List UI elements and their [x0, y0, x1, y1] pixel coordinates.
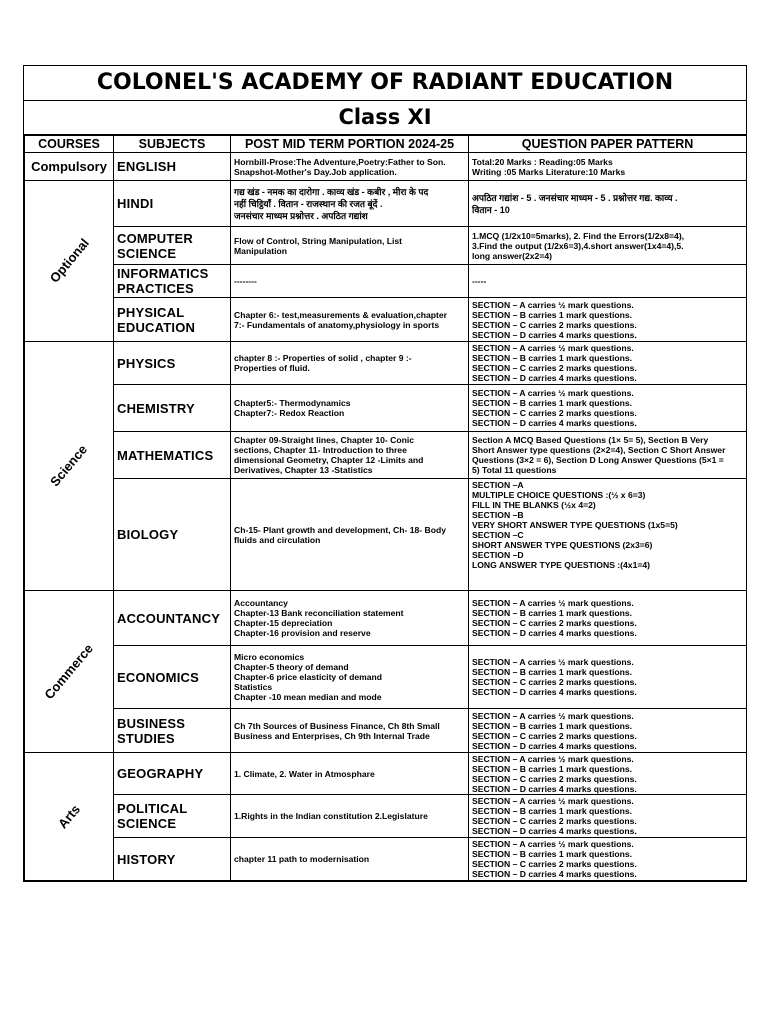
table-row: [25, 709, 747, 753]
syllabus-sheet: [23, 65, 747, 882]
pattern-mathematics: Section A MCQ Based Questions (1× 5= 5), Section B Very Short Answer type questions (2×2=4), Section C Short Answer Questions (3×2 = 6), Section D Long Answer Questions (5×1 = 5) Total 11 questions: [469, 432, 747, 479]
course-arts: Arts: [25, 753, 114, 881]
table-row: [25, 591, 747, 646]
pattern-economics: SECTION – A carries ½ mark questions. SECTION – B carries 1 mark questions. SECTION – C carries 2 marks questions. SECTION – D carries 4 marks questions.: [469, 646, 747, 709]
subject-informatics-practices: INFORMATICS PRACTICES: [114, 265, 231, 298]
pattern-political-science: SECTION – A carries ½ mark questions. SECTION – B carries 1 mark questions. SECTION – C carries 2 marks questions. SECTION – D carries 4 marks questions.: [469, 795, 747, 838]
portion-economics: Micro economics Chapter-5 theory of demand Chapter-6 price elasticity of demand Statistics Chapter -10 mean median and mode: [231, 646, 469, 709]
portion-physical-education: Chapter 6:- test,measurements & evaluation,chapter 7:- Fundamentals of anatomy,physiology in sports: [231, 298, 469, 342]
course-compulsory: Compulsory: [25, 153, 114, 181]
pattern-history: SECTION – A carries ½ mark questions. SECTION – B carries 1 mark questions. SECTION – C carries 2 marks questions. SECTION – D carries 4 marks questions.: [469, 838, 747, 881]
subject-mathematics: MATHEMATICS: [114, 432, 231, 479]
portion-business-studies: Ch 7th Sources of Business Finance, Ch 8th Small Business and Enterprises, Ch 9th Internal Trade: [231, 709, 469, 753]
portion-english: Hornbill-Prose:The Adventure,Poetry:Father to Son. Snapshot-Mother's Day.Job application.: [231, 153, 469, 181]
table-header-row: [25, 136, 747, 153]
table-row: [25, 479, 747, 591]
column-header-portion: POST MID TERM PORTION 2024-25: [231, 136, 469, 153]
subject-accountancy: ACCOUNTANCY: [114, 591, 231, 646]
portion-geography: 1. Climate, 2. Water in Atmosphare: [231, 753, 469, 795]
course-optional: Optional: [25, 181, 114, 342]
table-row: [25, 227, 747, 265]
portion-history: chapter 11 path to modernisation: [231, 838, 469, 881]
table-row: [25, 838, 747, 881]
subject-hindi: HINDI: [114, 181, 231, 227]
subject-chemistry: CHEMISTRY: [114, 385, 231, 432]
table-row: [25, 153, 747, 181]
portion-informatics-practices: --------: [231, 265, 469, 298]
pattern-business-studies: SECTION – A carries ½ mark questions. SECTION – B carries 1 mark questions. SECTION – C carries 2 marks questions. SECTION – D carries 4 marks questions.: [469, 709, 747, 753]
table-row: [25, 298, 747, 342]
pattern-computer-science: 1.MCQ (1/2x10=5marks), 2. Find the Errors(1/2x8=4), 3.Find the output (1/2x6=3),4.short answer(1x4=4),5. long answer(2x2=4): [469, 227, 747, 265]
pattern-geography: SECTION – A carries ½ mark questions. SECTION – B carries 1 mark questions. SECTION – C carries 2 marks questions. SECTION – D carries 4 marks questions.: [469, 753, 747, 795]
class-title: Class XI: [24, 101, 746, 136]
portion-hindi: गद्य खंड - नमक का दारोगा . काव्य खंड - कबीर , मीरा के पद नहीं चिट्ठियाँ . वितान - राजस्थान की रजत बूंदें . जनसंचार माध्यम प्रश्नोत्तर . अपठित गद्यांश: [231, 181, 469, 227]
subject-physical-education: PHYSICAL EDUCATION: [114, 298, 231, 342]
portion-accountancy: Accountancy Chapter-13 Bank reconciliation statement Chapter-15 depreciation Chapter-16 provision and reserve: [231, 591, 469, 646]
table-row: [25, 432, 747, 479]
portion-physics: chapter 8 :- Properties of solid , chapter 9 :- Properties of fluid.: [231, 342, 469, 385]
subject-business-studies: BUSINESS STUDIES: [114, 709, 231, 753]
column-header-courses: COURSES: [25, 136, 114, 153]
table-row: [25, 385, 747, 432]
pattern-physical-education: SECTION – A carries ½ mark questions. SECTION – B carries 1 mark questions. SECTION – C carries 2 marks questions. SECTION – D carries 4 marks questions.: [469, 298, 747, 342]
pattern-hindi: अपठित गद्यांश - 5 . जनसंचार माध्यम - 5 . प्रश्नोत्तर गद्य. काव्य . वितान - 10: [469, 181, 747, 227]
table-row: [25, 646, 747, 709]
column-header-pattern: QUESTION PAPER PATTERN: [469, 136, 747, 153]
column-header-subjects: SUBJECTS: [114, 136, 231, 153]
table-row: [25, 753, 747, 795]
pattern-english: Total:20 Marks : Reading:05 Marks Writing :05 Marks Literature:10 Marks: [469, 153, 747, 181]
subject-english: ENGLISH: [114, 153, 231, 181]
subject-computer-science: COMPUTER SCIENCE: [114, 227, 231, 265]
portion-biology: Ch-15- Plant growth and development, Ch- 18- Body fluids and circulation: [231, 479, 469, 591]
subject-political-science: POLITICAL SCIENCE: [114, 795, 231, 838]
syllabus-table: [24, 136, 747, 881]
subject-biology: BIOLOGY: [114, 479, 231, 591]
portion-mathematics: Chapter 09-Straight lines, Chapter 10- Conic sections, Chapter 11- Introduction to three dimensional Geometry, Chapter 12 -Limits and Derivatives, Chapter 13 -Statistics: [231, 432, 469, 479]
course-science: Science: [25, 342, 114, 591]
table-row: [25, 181, 747, 227]
pattern-physics: SECTION – A carries ½ mark questions. SECTION – B carries 1 mark questions. SECTION – C carries 2 marks questions. SECTION – D carries 4 marks questions.: [469, 342, 747, 385]
subject-economics: ECONOMICS: [114, 646, 231, 709]
pattern-biology: SECTION –A MULTIPLE CHOICE QUESTIONS :(½ x 6=3) FILL IN THE BLANKS (½x 4=2) SECTION –B VERY SHORT ANSWER TYPE QUESTIONS (1x5=5) SECTION –C SHORT ANSWER TYPE QUESTIONS (2x3=6) SECTION –D LONG ANSWER TYPE QUESTIONS :(4x1=4): [469, 479, 747, 591]
table-row: [25, 795, 747, 838]
table-row: [25, 265, 747, 298]
portion-political-science: 1.Rights in the Indian constitution 2.Legislature: [231, 795, 469, 838]
portion-computer-science: Flow of Control, String Manipulation, List Manipulation: [231, 227, 469, 265]
subject-geography: GEOGRAPHY: [114, 753, 231, 795]
subject-physics: PHYSICS: [114, 342, 231, 385]
pattern-chemistry: SECTION – A carries ½ mark questions. SECTION – B carries 1 mark questions. SECTION – C carries 2 marks questions. SECTION – D carries 4 marks questions.: [469, 385, 747, 432]
pattern-accountancy: SECTION – A carries ½ mark questions. SECTION – B carries 1 mark questions. SECTION – C carries 2 marks questions. SECTION – D carries 4 marks questions.: [469, 591, 747, 646]
subject-history: HISTORY: [114, 838, 231, 881]
school-name: COLONEL'S ACADEMY OF RADIANT EDUCATION: [24, 66, 746, 101]
course-commerce: Commerce: [25, 591, 114, 753]
pattern-informatics-practices: -----: [469, 265, 747, 298]
table-row: [25, 342, 747, 385]
portion-chemistry: Chapter5:- Thermodynamics Chapter7:- Redox Reaction: [231, 385, 469, 432]
